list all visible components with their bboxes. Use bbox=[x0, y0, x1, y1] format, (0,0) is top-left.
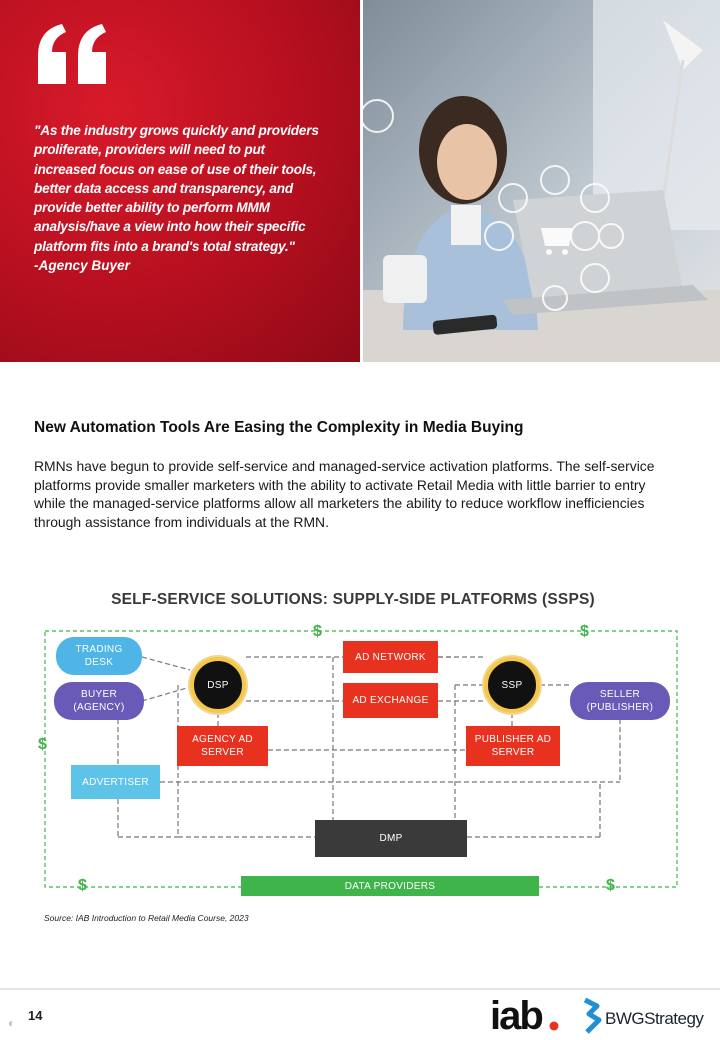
node-publisher-ad-server bbox=[466, 726, 560, 766]
page-number: 14 bbox=[28, 1008, 43, 1023]
node-label: SSP bbox=[501, 679, 523, 691]
node-label: SERVER bbox=[201, 747, 244, 758]
bwg-strategy-wordmark: BWGStrategy bbox=[605, 1009, 704, 1028]
node-buyer-agency bbox=[54, 682, 144, 720]
node-ad-exchange bbox=[343, 683, 438, 718]
svg-text:iab: iab bbox=[490, 994, 542, 1035]
quote-line: provide better ability to perform MMM bbox=[34, 200, 270, 216]
node-label: PUBLISHER AD bbox=[474, 734, 552, 745]
node-trading-desk bbox=[56, 637, 142, 675]
node-label: ADVERTISER bbox=[82, 776, 149, 788]
footer-divider bbox=[0, 988, 720, 990]
hero-section bbox=[0, 0, 720, 362]
node-label: (PUBLISHER) bbox=[586, 702, 654, 713]
node-ssp bbox=[484, 657, 540, 713]
diagram-title: SELF-SERVICE SOLUTIONS: SUPPLY-SIDE PLATFORMS (SSPS) bbox=[111, 591, 595, 608]
node-dmp bbox=[315, 820, 467, 857]
node-label: AGENCY AD bbox=[192, 734, 253, 745]
quote-text bbox=[34, 121, 334, 256]
node-label: DMP bbox=[379, 833, 403, 844]
node-dsp bbox=[190, 657, 246, 713]
node-label: DATA PROVIDERS bbox=[344, 880, 436, 892]
node-agency-ad-server bbox=[177, 726, 268, 766]
quote-mark-icon bbox=[34, 22, 114, 86]
node-data-providers bbox=[241, 876, 539, 896]
node-label: DSP bbox=[207, 679, 229, 691]
iab-logo bbox=[490, 993, 562, 1035]
node-label: AD NETWORK bbox=[355, 651, 426, 663]
watermark-icon: ◐ bbox=[8, 1016, 16, 1030]
quote-line: increased focus on ease of use of their tools, bbox=[34, 161, 317, 177]
section-heading: New Automation Tools Are Easing the Complexity in Media Buying bbox=[34, 419, 524, 436]
quote-line: "As the industry grows quickly and providers bbox=[34, 123, 319, 138]
ssp-diagram bbox=[0, 615, 720, 905]
woman-at-laptop-illustration bbox=[363, 0, 720, 362]
dollar-icon: $ bbox=[313, 623, 322, 640]
node-advertiser bbox=[71, 765, 160, 799]
dollar-icon: $ bbox=[606, 877, 615, 894]
quote-line: proliferate, providers will need to put bbox=[34, 142, 265, 158]
quote-panel bbox=[0, 0, 360, 362]
dollar-icon: $ bbox=[580, 623, 589, 640]
node-label: SELLER bbox=[599, 689, 641, 700]
node-label: DESK bbox=[84, 657, 114, 668]
section-body-text: RMNs have begun to provide self-service and managed-service activation platforms. The self-service platforms provide smaller marketers with the ability to activate Retail Media with little barrier to entry while the managed-service platforms allow all marketers the ability to reduce workflow inefficiencies through assistance from individuals at the RMN. bbox=[34, 458, 655, 530]
node-label: AD EXCHANGE bbox=[352, 695, 429, 706]
quote-line: analysis/have a view into how their specific bbox=[34, 219, 306, 235]
dollar-icon: $ bbox=[38, 736, 47, 753]
diagram-source: Source: IAB Introduction to Retail Media Course, 2023 bbox=[44, 913, 249, 923]
quote-author: -Agency Buyer bbox=[34, 258, 130, 273]
node-label: BUYER bbox=[81, 689, 117, 700]
node-label: TRADING bbox=[75, 644, 123, 655]
quote-line: platform fits into a brand's total strategy." bbox=[34, 238, 295, 254]
node-label: SERVER bbox=[491, 747, 535, 758]
quote-line: better data access and transparency, and bbox=[34, 180, 293, 196]
hero-photo bbox=[363, 0, 720, 362]
node-ad-network bbox=[343, 641, 438, 673]
node-label: (AGENCY) bbox=[73, 702, 125, 713]
node-seller-publisher bbox=[570, 682, 670, 720]
dollar-icon: $ bbox=[78, 877, 87, 894]
